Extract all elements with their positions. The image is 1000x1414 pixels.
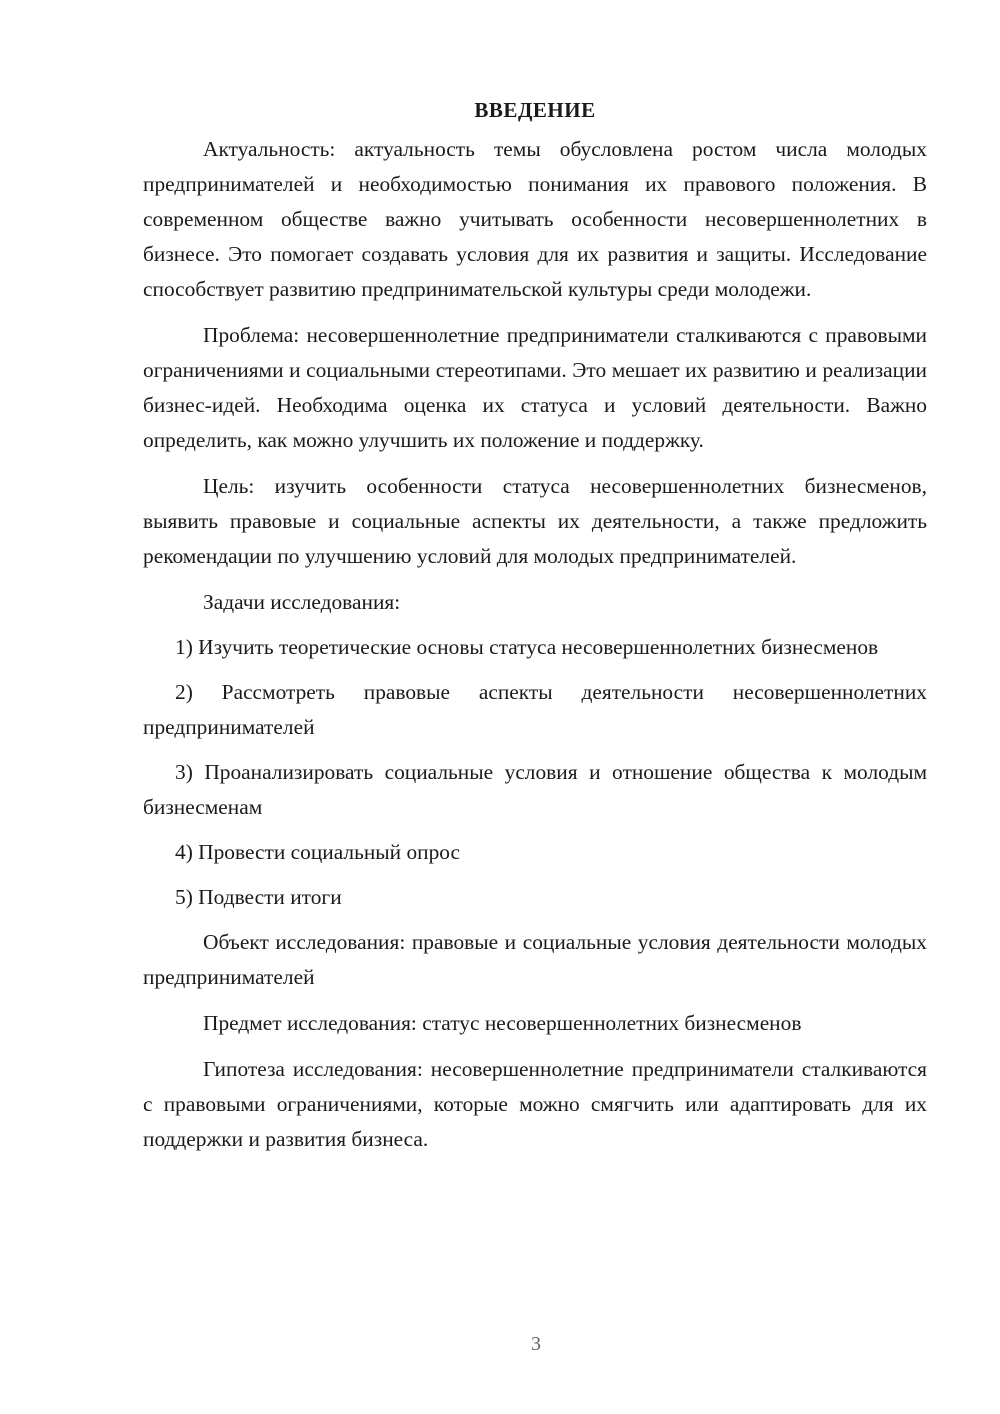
paragraph-problem: Проблема: несовершеннолетние предприниматели сталкиваются с правовыми ограничениями и социальными стереотипами. Это мешает их развитию и реализации бизнес-идей. Необходима оценка их статуса и условий деятельности. Важно определить, как можно улучшить их положение и поддержку.: [143, 323, 927, 452]
page-content: [143, 96, 927, 1168]
tasks-list: [143, 630, 927, 915]
paragraph-object: Объект исследования: правовые и социальные условия деятельности молодых предпринимателей: [143, 930, 927, 989]
tasks-heading: Задачи исследования:: [203, 590, 401, 614]
page-number: 3: [531, 1333, 541, 1355]
paragraph-relevance: Актуальность: актуальность темы обусловлена ростом числа молодых предпринимателей и необходимостью понимания их правового положения. В современном обществе важно учитывать особенности несовершеннолетних в бизнесе. Это помогает создавать условия для их развития и защиты. Исследование способствует развитию предпринимательской культуры среди молодежи.: [143, 137, 927, 301]
list-item: 1) Изучить теоретические основы статуса несовершеннолетних бизнесменов: [175, 635, 879, 659]
list-item: 5) Подвести итоги: [175, 885, 342, 909]
list-item: 3) Проанализировать социальные условия и отношение общества к молодым бизнесменам: [143, 760, 927, 819]
list-item: 4) Провести социальный опрос: [175, 840, 461, 864]
paragraph-subject: Предмет исследования: статус несовершеннолетних бизнесменов: [203, 1011, 802, 1035]
paragraph-hypothesis: Гипотеза исследования: несовершеннолетние предприниматели сталкиваются с правовыми ограничениями, которые можно смягчить или адаптировать для их поддержки и развития бизнеса.: [143, 1057, 927, 1151]
list-item: 2) Рассмотреть правовые аспекты деятельности несовершеннолетних предпринимателей: [143, 680, 927, 739]
page-title: ВВЕДЕНИЕ: [474, 98, 596, 122]
paragraph-goal: Цель: изучить особенности статуса несовершеннолетних бизнесменов, выявить правовые и социальные аспекты их деятельности, а также предложить рекомендации по улучшению условий для молодых предпринимателей.: [143, 474, 927, 568]
